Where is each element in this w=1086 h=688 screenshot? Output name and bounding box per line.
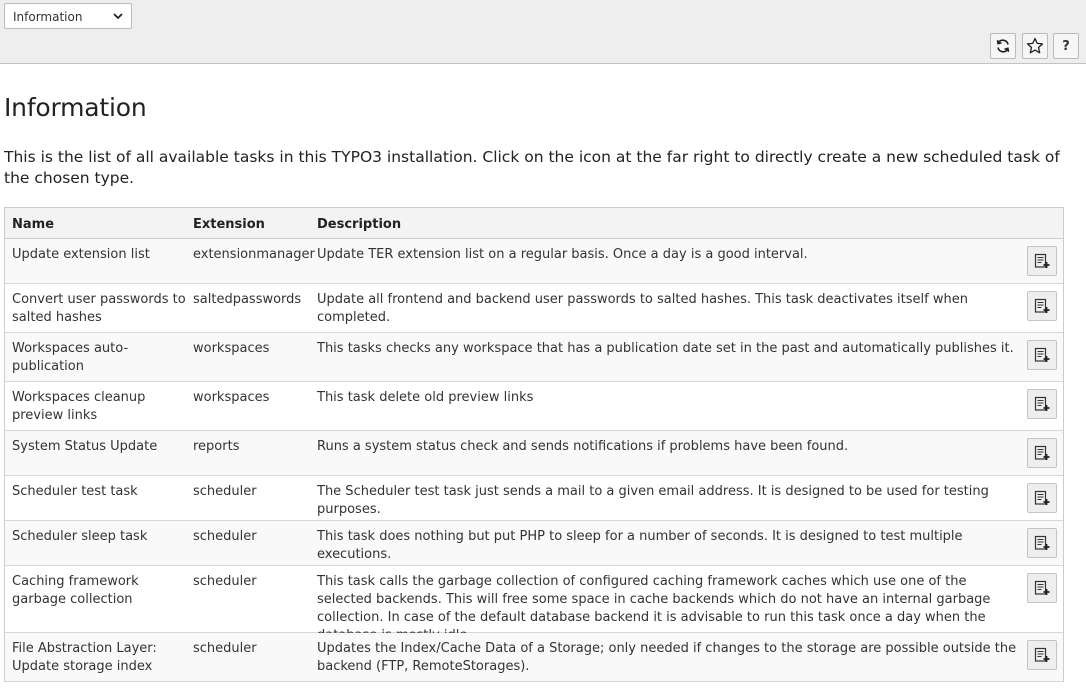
task-description: Update all frontend and backend user passwords to salted hashes. This task deactivates itself when completed. bbox=[317, 292, 968, 325]
doc-header bbox=[0, 0, 1086, 64]
add-task-button[interactable] bbox=[1027, 246, 1057, 276]
add-document-icon bbox=[1034, 490, 1050, 506]
add-document-icon bbox=[1034, 347, 1050, 363]
add-task-button[interactable] bbox=[1027, 573, 1057, 603]
task-name: File Abstraction Layer: Update storage index bbox=[12, 641, 157, 674]
help-button[interactable] bbox=[1053, 33, 1079, 59]
add-document-icon bbox=[1034, 253, 1050, 269]
add-document-icon bbox=[1034, 298, 1050, 314]
bookmark-button[interactable] bbox=[1022, 33, 1048, 59]
task-extension: scheduler bbox=[193, 641, 257, 656]
task-table bbox=[4, 207, 1064, 682]
table-row bbox=[5, 476, 1063, 521]
task-extension: scheduler bbox=[193, 574, 257, 589]
add-document-icon bbox=[1034, 396, 1050, 412]
table-row bbox=[5, 633, 1063, 682]
module-function-select[interactable] bbox=[4, 3, 132, 29]
table-row bbox=[5, 239, 1063, 284]
add-document-icon bbox=[1034, 535, 1050, 551]
task-description: This task calls the garbage collection of configured caching framework caches which use one of the selected backends. This will free some space in cache backends which do not have an internal garbage collection. In case of the default database backend it is advisable to run this task once a day when the bbox=[317, 574, 991, 625]
task-name: Workspaces auto-publication bbox=[12, 341, 129, 374]
task-extension: reports bbox=[193, 439, 240, 454]
reload-button[interactable] bbox=[990, 33, 1016, 59]
table-row bbox=[5, 521, 1063, 566]
task-name: Caching framework garbage collection bbox=[12, 574, 139, 607]
table-row bbox=[5, 431, 1063, 476]
refresh-icon bbox=[995, 38, 1011, 54]
task-name: System Status Update bbox=[12, 439, 158, 454]
table-row bbox=[5, 284, 1063, 333]
add-task-button[interactable] bbox=[1027, 528, 1057, 558]
star-icon bbox=[1026, 37, 1044, 55]
task-description: This tasks checks any workspace that has a publication date set in the past and automatically publishes it. bbox=[317, 341, 1014, 356]
page-title: Information bbox=[4, 93, 147, 122]
task-extension: workspaces bbox=[193, 341, 270, 356]
task-description: This task delete old preview links bbox=[317, 390, 534, 405]
chevron-down-icon bbox=[113, 11, 123, 21]
table-row bbox=[5, 333, 1063, 382]
task-description: The Scheduler test task just sends a mail to a given email address. It is designed to be used for testing purposes. bbox=[317, 484, 989, 517]
add-document-icon bbox=[1034, 445, 1050, 461]
task-extension: saltedpasswords bbox=[193, 292, 302, 307]
task-description: Update TER extension list on a regular basis. Once a day is a good interval. bbox=[317, 247, 808, 262]
task-name: Update extension list bbox=[12, 247, 150, 262]
table-row bbox=[5, 566, 1063, 633]
task-name: Workspaces cleanup preview links bbox=[12, 390, 146, 423]
task-extension: scheduler bbox=[193, 529, 257, 544]
task-extension: extensionmanager bbox=[193, 247, 315, 262]
task-name: Scheduler test task bbox=[12, 484, 138, 499]
table-header bbox=[5, 208, 1063, 239]
add-task-button[interactable] bbox=[1027, 389, 1057, 419]
add-document-icon bbox=[1034, 647, 1050, 663]
add-task-button[interactable] bbox=[1027, 291, 1057, 321]
add-task-button[interactable] bbox=[1027, 640, 1057, 670]
table-row bbox=[5, 382, 1063, 431]
module-function-select-value: Information bbox=[13, 10, 83, 24]
add-document-icon bbox=[1034, 580, 1050, 596]
add-task-button[interactable] bbox=[1027, 438, 1057, 468]
help-icon: ? bbox=[1062, 38, 1070, 54]
task-name: Convert user passwords to salted hashes bbox=[12, 292, 186, 325]
column-header-name: Name bbox=[12, 217, 55, 232]
task-description: Runs a system status check and sends notifications if problems have been found. bbox=[317, 439, 849, 454]
task-extension: workspaces bbox=[193, 390, 270, 405]
column-header-extension: Extension bbox=[193, 217, 265, 232]
add-task-button[interactable] bbox=[1027, 483, 1057, 513]
task-extension: scheduler bbox=[193, 484, 257, 499]
task-description: This task does nothing but put PHP to sleep for a number of seconds. It is designed to test multiple executions. bbox=[317, 529, 963, 562]
task-name: Scheduler sleep task bbox=[12, 529, 148, 544]
add-task-button[interactable] bbox=[1027, 340, 1057, 370]
task-description: Updates the Index/Cache Data of a Storage; only needed if changes to the storage are possible outside the backend (FTP, RemoteStorages). bbox=[317, 641, 1017, 674]
page-intro: This is the list of all available tasks in this TYPO3 installation. Click on the icon at the far right to directly create a new scheduled task of the chosen type. bbox=[4, 148, 1060, 187]
column-header-description: Description bbox=[317, 217, 402, 232]
